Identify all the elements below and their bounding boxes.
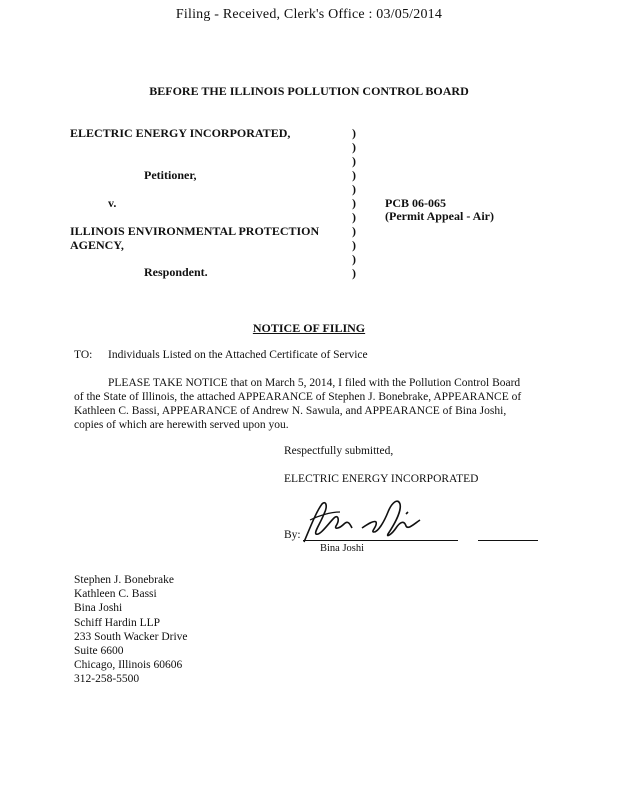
respondent-label: Respondent. — [144, 265, 208, 279]
caption-paren: ) — [352, 238, 356, 252]
address-line: Bina Joshi — [74, 602, 123, 615]
respondent-name-line2: AGENCY, — [70, 238, 124, 252]
notice-heading: NOTICE OF FILING — [252, 321, 366, 335]
case-type: (Permit Appeal - Air) — [385, 209, 494, 223]
address-line: Stephen J. Bonebrake — [74, 574, 174, 586]
signer-name: Bina Joshi — [320, 543, 365, 554]
versus-label: v. — [108, 196, 117, 210]
body-line: PLEASE TAKE NOTICE that on March 5, 2014, I filed with the Pollution Control Board — [108, 377, 521, 389]
caption-paren: ) — [352, 224, 356, 238]
body-line: of the State of Illinois, the attached APPEARANCE of Stephen J. Bonebrake, APPEARANCE of — [74, 391, 522, 403]
handwritten-signature — [296, 498, 446, 548]
caption-paren: ) — [352, 168, 356, 182]
to-recipients: Individuals Listed on the Attached Certificate of Service — [108, 349, 368, 361]
address-line: Chicago, Illinois 60606 — [74, 659, 183, 672]
caption-paren: ) — [352, 196, 356, 210]
caption-paren: ) — [352, 252, 356, 266]
petitioner-label: Petitioner, — [144, 168, 197, 182]
company-name: ELECTRIC ENERGY INCORPORATED — [284, 473, 479, 485]
caption-paren: ) — [352, 210, 356, 224]
to-label: TO: — [74, 349, 93, 361]
address-line: Suite 6600 — [74, 645, 124, 658]
address-line: Kathleen C. Bassi — [74, 588, 157, 601]
caption-paren: ) — [352, 126, 356, 140]
address-line: 233 South Wacker Drive — [74, 630, 188, 643]
address-block — [74, 573, 188, 687]
respondent-name-line1: ILLINOIS ENVIRONMENTAL PROTECTION — [70, 224, 320, 238]
signature-line-extension — [478, 540, 538, 541]
caption-paren: ) — [352, 154, 356, 168]
caption-paren: ) — [352, 266, 356, 280]
caption-paren: ) — [352, 182, 356, 196]
petitioner-name: ELECTRIC ENERGY INCORPORATED, — [70, 126, 291, 140]
address-line: Schiff Hardin LLP — [74, 616, 161, 629]
case-number: PCB 06-065 — [385, 196, 446, 210]
closing-text: Respectfully submitted, — [284, 445, 394, 457]
caption-paren: ) — [352, 140, 356, 154]
body-line: copies of which are herewith served upon you. — [74, 419, 289, 431]
body-line: Kathleen C. Bassi, APPEARANCE of Andrew N. Sawula, and APPEARANCE of Bina Joshi, — [74, 405, 507, 417]
board-title: BEFORE THE ILLINOIS POLLUTION CONTROL BOARD — [149, 84, 469, 98]
caption-paren-column — [352, 126, 356, 280]
by-label: By: — [284, 529, 301, 541]
filing-stamp: Filing - Received, Clerk's Office : 03/05/2014 — [175, 7, 443, 22]
address-line: 312-258-5500 — [74, 673, 140, 686]
